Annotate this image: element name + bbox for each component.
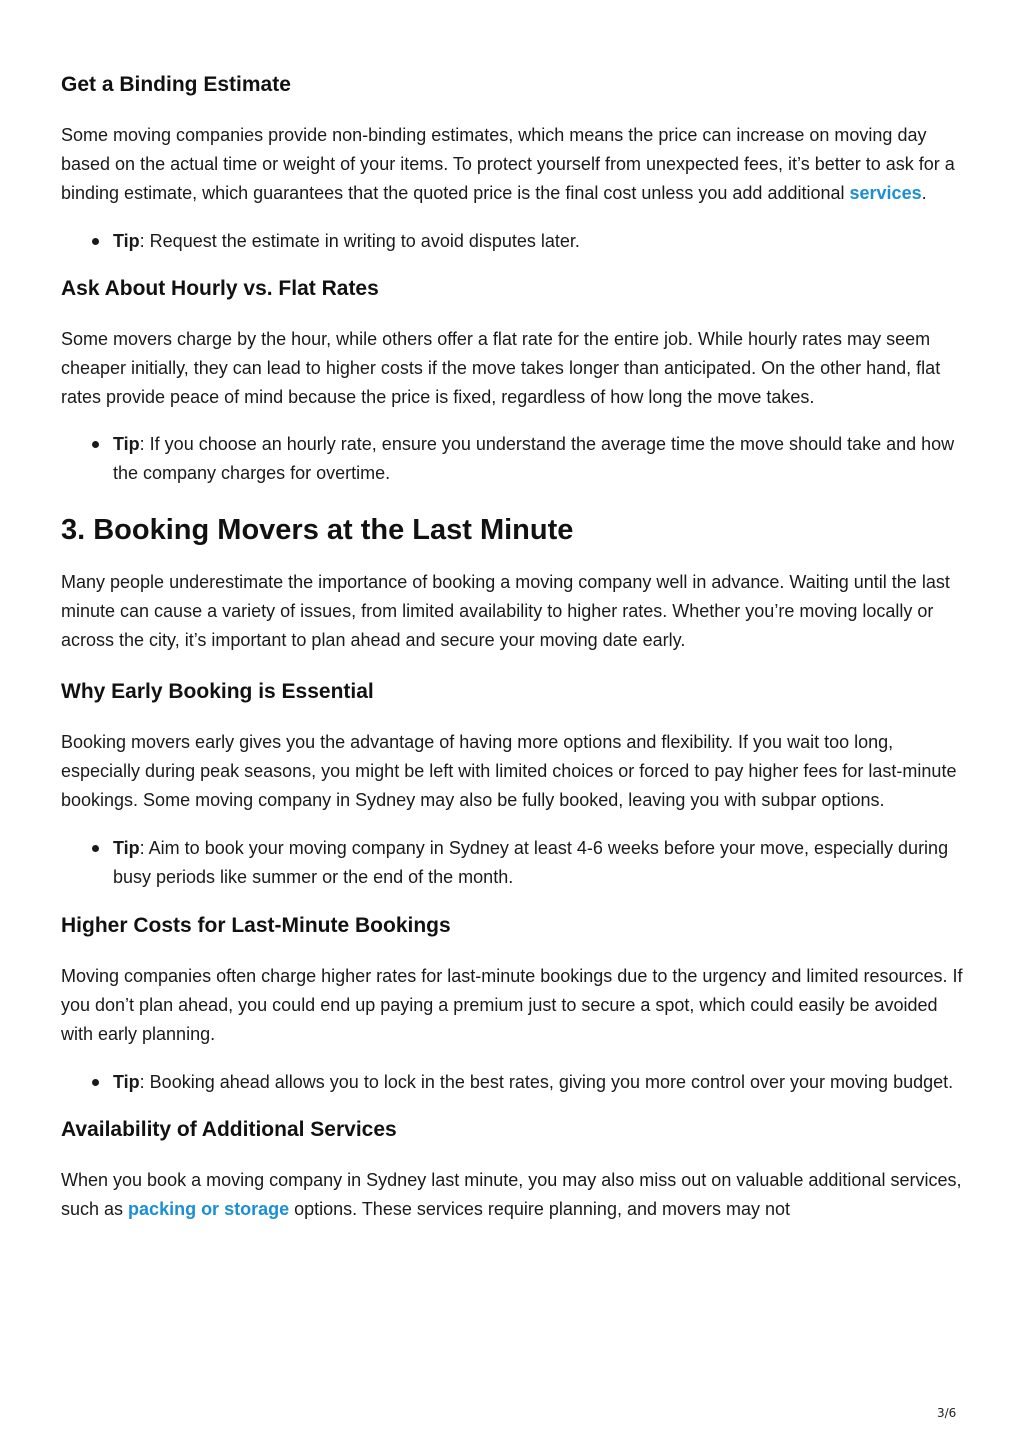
- paragraph-binding-estimate: [61, 121, 966, 208]
- paragraph-higher-costs: Moving companies often charge higher rates for last-minute bookings due to the urgency and limited resources. If you don’t plan ahead, you could end up paying a premium just to secure a spot, which could easily be avoided with early planning.: [61, 965, 963, 1044]
- tip-list: [61, 1068, 966, 1098]
- heading-additional-services: Availability of Additional Services: [61, 1118, 397, 1141]
- tip-list: [61, 227, 966, 257]
- paragraph-hourly-flat: Some movers charge by the hour, while others offer a flat rate for the entire job. While hourly rates may seem cheaper initially, they can lead to higher costs if the move takes longer than anticipated. On the other hand, flat rates provide peace of mind because the price is fixed, regardless of how long the move takes.: [61, 328, 941, 407]
- paragraph-text: Some moving companies provide non-binding estimates, which means the price can increase on moving day based on the actual time or weight of your items. To protect yourself from unexpected fees, it’s better to ask for a binding estimate, which guarantees that the quoted price is the final cost unless you add additional: [61, 125, 955, 203]
- list-item: [113, 430, 966, 489]
- heading-early-booking: Why Early Booking is Essential: [61, 679, 374, 703]
- packing-or-storage-link[interactable]: packing or storage: [128, 1199, 290, 1219]
- paragraph-last-minute: Many people underestimate the importance of booking a moving company well in advance. Waiting until the last minute can cause a variety of issues, from limited availability to higher rates. Whether you’re moving locally or across the city, it’s important to plan ahead and secure your moving date early.: [61, 571, 950, 650]
- tip-text: : If you choose an hourly rate, ensure you understand the average time the move should take and how the company charges for overtime.: [113, 433, 955, 483]
- tip-list: [61, 430, 966, 489]
- tip-label: Tip: [113, 231, 140, 251]
- tip-text: : Request the estimate in writing to avoid disputes later.: [139, 231, 580, 251]
- heading-binding-estimate: Get a Binding Estimate: [61, 73, 291, 96]
- list-item: [113, 227, 966, 257]
- paragraph-additional-services: [61, 1166, 966, 1224]
- document-page: [61, 70, 966, 1224]
- paragraph-text: When you book a moving company in Sydney last minute, you may also miss out on valuable additional services, such as: [61, 1170, 962, 1219]
- heading-last-minute: 3. Booking Movers at the Last Minute: [61, 513, 574, 546]
- tip-list: [61, 834, 966, 893]
- services-link[interactable]: services: [849, 183, 922, 203]
- list-item: [113, 1068, 966, 1098]
- page-number: 3/6: [937, 1406, 957, 1420]
- paragraph-early-booking: Booking movers early gives you the advantage of having more options and flexibility. If you wait too long, especially during peak seasons, you might be left with limited choices or forced to pay higher fees for last-minute bookings. Some moving company in Sydney may also be fully booked, leaving you with subpar options.: [61, 731, 957, 810]
- tip-label: Tip: [113, 433, 140, 454]
- tip-label: Tip: [113, 837, 140, 858]
- heading-hourly-flat: Ask About Hourly vs. Flat Rates: [61, 276, 379, 300]
- tip-label: Tip: [113, 1071, 140, 1092]
- paragraph-text: .: [921, 183, 927, 203]
- list-item: [113, 834, 966, 893]
- tip-text: : Booking ahead allows you to lock in the best rates, giving you more control over your moving budget.: [139, 1071, 954, 1092]
- paragraph-text: options. These services require planning, and movers may not: [289, 1199, 791, 1219]
- tip-text: : Aim to book your moving company in Sydney at least 4-6 weeks before your move, especially during busy periods like summer or the end of the month.: [113, 837, 949, 887]
- heading-higher-costs: Higher Costs for Last-Minute Bookings: [61, 913, 451, 937]
